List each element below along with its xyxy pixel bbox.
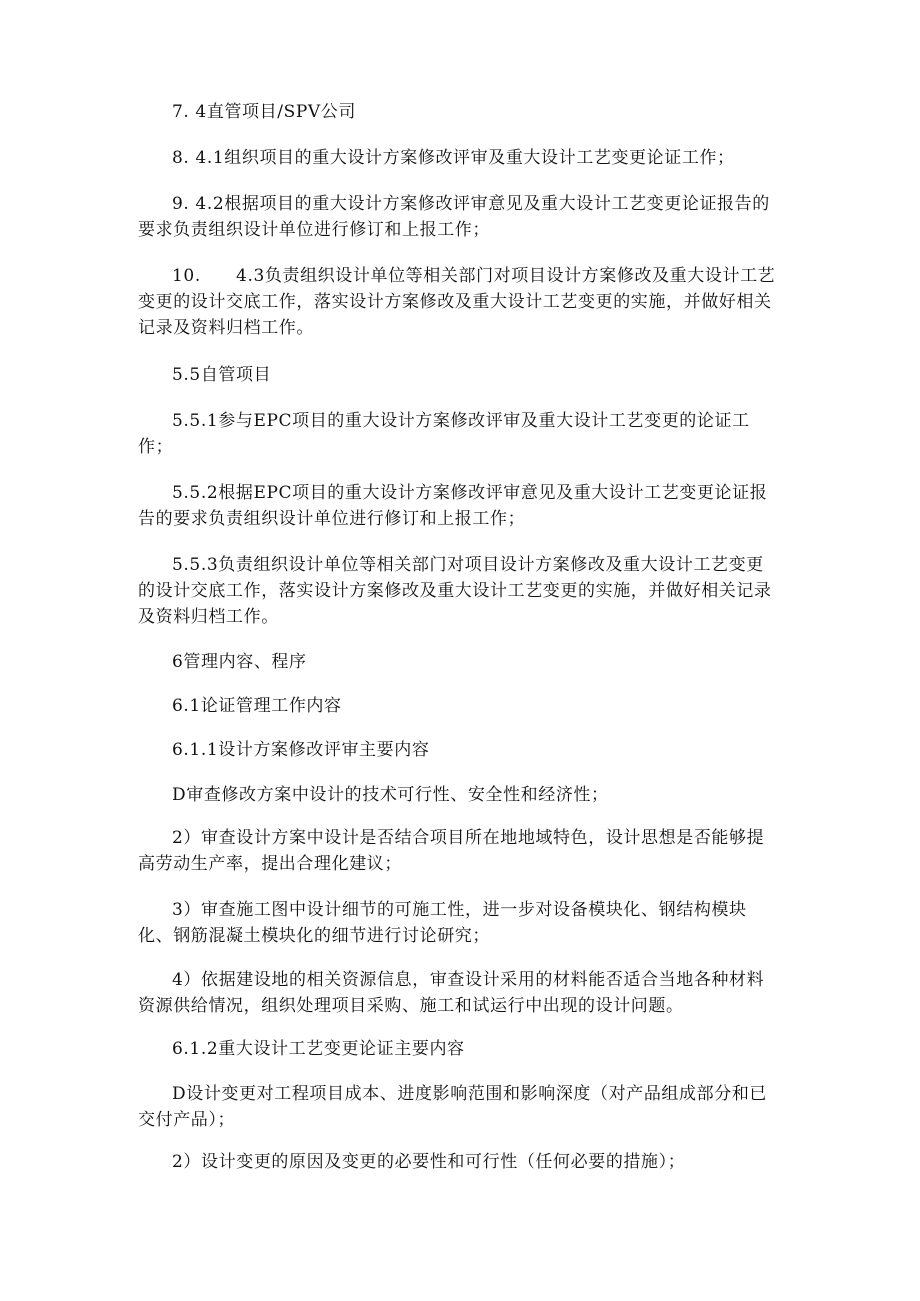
paragraph: D审查修改方案中设计的技术可行性、安全性和经济性；	[172, 785, 609, 805]
paragraph: 5.5.3负责组织设计单位等相关部门对项目设计方案修改及重大设计工艺变更的设计交底工作，落实设计方案修改及重大设计工艺变更的实施，并做好相关记录及资料归档工作。	[138, 555, 772, 627]
paragraph: D设计变更对工程项目成本、进度影响范围和影响深度（对产品组成部分和已交付产品）；	[138, 1084, 768, 1130]
paragraph: 10. 4.3负责组织设计单位等相关部门对项目设计方案修改及重大设计工艺变更的设计交底工作，落实设计方案修改及重大设计工艺变更的实施，并做好相关记录及资料归档工作。	[138, 266, 776, 338]
paragraph: 3）审查施工图中设计细节的可施工性，进一步对设备模块化、钢结构模块化、钢筋混凝土模块化的细节进行讨论研究；	[138, 900, 747, 946]
paragraph: 8. 4.1组织项目的重大设计方案修改评审及重大设计工艺变更论证工作；	[172, 148, 735, 168]
paragraph: 6.1.1设计方案修改评审主要内容	[172, 740, 430, 760]
paragraph: 5.5.1参与EPC项目的重大设计方案修改评审及重大设计工艺变更的论证工作；	[138, 411, 750, 457]
paragraph: 7. 4直管项目/SPV公司	[172, 102, 356, 122]
paragraph: 5.5.2根据EPC项目的重大设计方案修改评审意见及重大设计工艺变更论证报告的要求负责组织设计单位进行修订和上报工作；	[138, 483, 768, 529]
paragraph: 6.1论证管理工作内容	[172, 696, 342, 716]
paragraph: 6管理内容、程序	[172, 652, 307, 672]
paragraph: 6.1.2重大设计工艺变更论证主要内容	[172, 1039, 465, 1059]
paragraph: 9. 4.2根据项目的重大设计方案修改评审意见及重大设计工艺变更论证报告的要求负责组织设计单位进行修订和上报工作；	[138, 194, 770, 240]
paragraph: 5.5自管项目	[172, 365, 272, 385]
paragraph: 4）依据建设地的相关资源信息，审查设计采用的材料能否适合当地各种材料资源供给情况，组织处理项目采购、施工和试运行中出现的设计问题。	[138, 970, 765, 1016]
paragraph: 2）审查设计方案中设计是否结合项目所在地地域特色，设计思想是否能够提高劳动生产率，提出合理化建议；	[138, 828, 765, 874]
paragraph: 2）设计变更的原因及变更的必要性和可行性（任何必要的措施）；	[172, 1152, 686, 1172]
